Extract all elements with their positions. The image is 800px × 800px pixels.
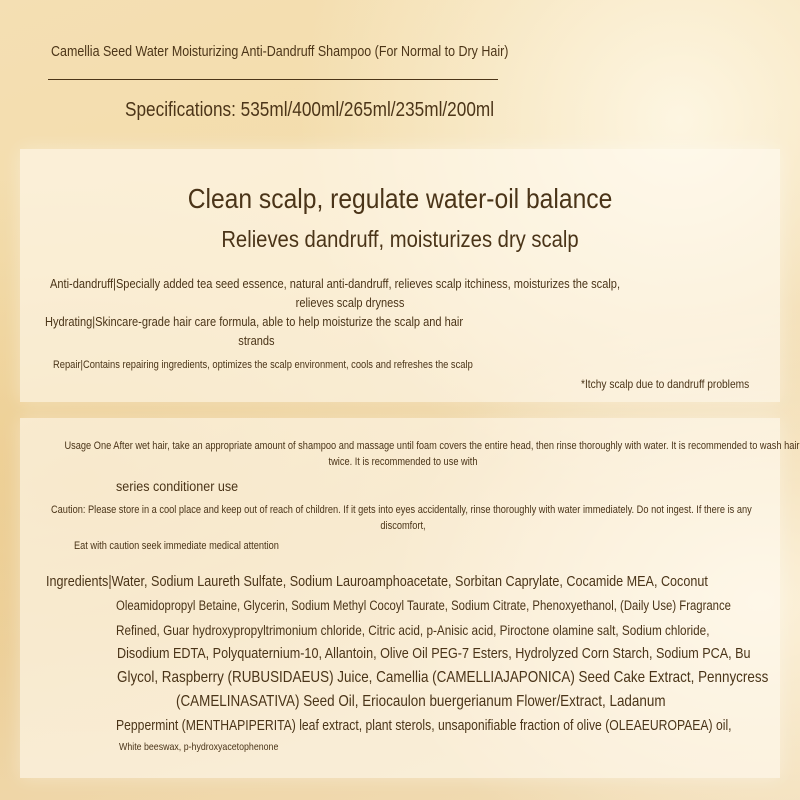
product-title: Camellia Seed Water Moisturizing Anti-Dandruff Shampoo (For Normal to Dry Hair): [51, 44, 509, 60]
caution-text-line1: Caution: Please store in a cool place and keep out of reach of children. If it gets into eyes accidentally, rinse thoroughly with water immediately. Do not ingest. If there is any: [51, 504, 752, 516]
anti-dandruff-text-line1: Anti-dandruff|Specially added tea seed essence, natural anti-dandruff, relieves scalp itchiness, moisturizes the scalp,: [50, 276, 621, 291]
ingredients-line7: Peppermint (MENTHAPIPERITA) leaf extract, plant sterols, unsaponifiable fraction of olive (OLEAEUROPAEA) oil,: [116, 718, 732, 734]
specifications-text: Specifications: 535ml/400ml/265ml/235ml/200ml: [125, 99, 495, 121]
usage-text-line3: series conditioner use: [116, 479, 239, 494]
benefits-subheadline: Relieves dandruff, moisturizes dry scalp: [221, 226, 579, 252]
benefits-footnote: *Itchy scalp due to dandruff problems: [581, 377, 750, 391]
ingredients-line4: Disodium EDTA, Polyquaternium-10, Allantoin, Olive Oil PEG-7 Esters, Hydrolyzed Corn Starch, Sodium PCA, Bu: [117, 645, 751, 662]
usage-text-line1: Usage One After wet hair, take an appropriate amount of shampoo and massage until foam covers the entire head, then rinse thoroughly with water. It is recommended to wash hair: [64, 440, 800, 452]
usage-text-line2: twice. It is recommended to use with: [328, 456, 478, 468]
caution-text-line2: discomfort,: [380, 520, 426, 532]
ingredients-line3: Refined, Guar hydroxypropyltrimonium chloride, Citric acid, p-Anisic acid, Piroctone olamine salt, Sodium chloride,: [116, 622, 710, 638]
hydrating-text-line1: Hydrating|Skincare-grade hair care formula, able to help moisturize the scalp and hair: [45, 314, 464, 329]
caution-text-line3: Eat with caution seek immediate medical attention: [74, 540, 279, 552]
hydrating-text-line2: strands: [238, 333, 275, 348]
ingredients-line5: Glycol, Raspberry (RUBUSIDAEUS) Juice, Camellia (CAMELLIAJAPONICA) Seed Cake Extract, Pennycress: [117, 669, 769, 686]
anti-dandruff-text-line2: relieves scalp dryness: [295, 295, 405, 310]
ingredients-line2: Oleamidopropyl Betaine, Glycerin, Sodium Methyl Cocoyl Taurate, Sodium Citrate, Phenoxyethanol, (Daily Use) Fragrance: [116, 598, 731, 613]
ingredients-line6: (CAMELINASATIVA) Seed Oil, Eriocaulon buergerianum Flower/Extract, Ladanum: [176, 693, 666, 710]
benefits-headline: Clean scalp, regulate water-oil balance: [187, 183, 613, 214]
title-divider: [48, 79, 498, 80]
ingredients-line1: Ingredients|Water, Sodium Laureth Sulfate, Sodium Lauroamphoacetate, Sorbitan Caprylate, Cocamide MEA, Coconut: [46, 573, 708, 590]
ingredients-line8: White beeswax, p-hydroxyacetophenone: [119, 741, 279, 753]
repair-text: Repair|Contains repairing ingredients, optimizes the scalp environment, cools and refreshes the scalp: [53, 359, 473, 371]
